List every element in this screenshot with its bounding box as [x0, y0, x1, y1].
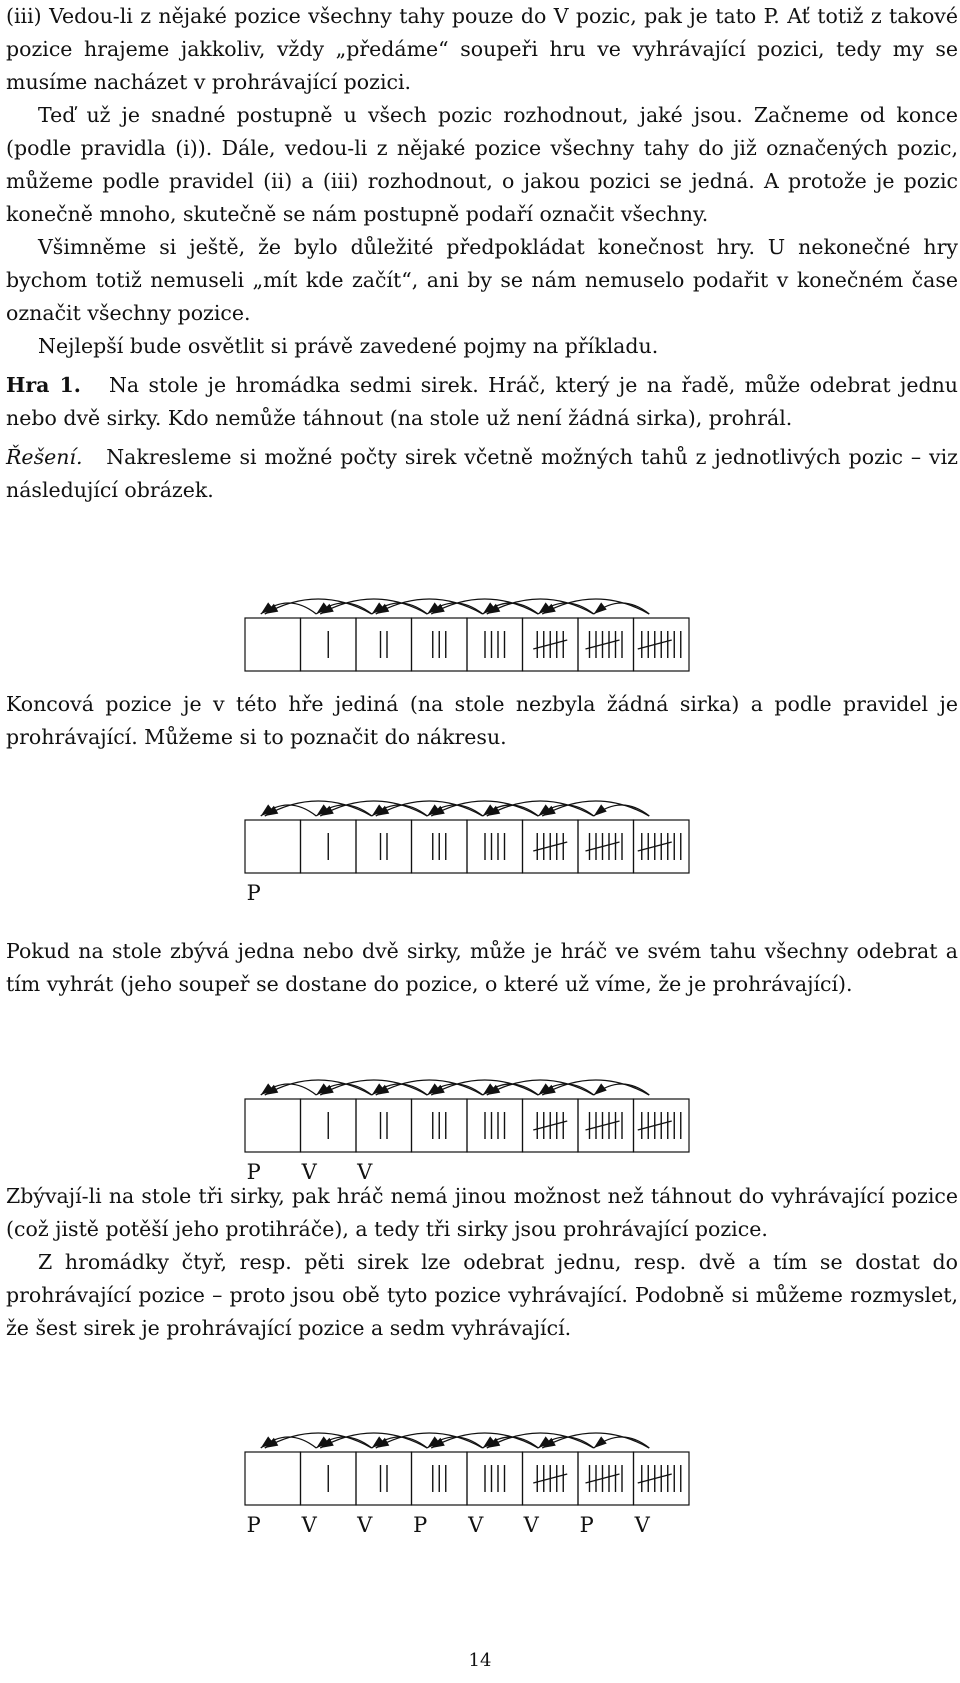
arrowhead — [594, 602, 607, 614]
pile-cell — [245, 618, 301, 671]
top-text — [6, 0, 958, 507]
pile-cell — [467, 1099, 523, 1152]
pile-cell — [467, 618, 523, 671]
one-two-matches-paragraph: Pokud na stole zbývá jedna nebo dvě sirky, může je hráč ve svém tahu všechny odebrat a tím vyhrát (jeho soupeř se dostane do pozice, o které už víme, že je prohrávající). — [6, 939, 958, 996]
position-label: V — [523, 1513, 539, 1536]
arrowhead — [594, 804, 607, 816]
figure-3 — [240, 1063, 720, 1183]
position-label: V — [357, 1513, 373, 1536]
position-label: P — [413, 1513, 428, 1536]
pile-cell — [467, 820, 523, 873]
match-diagram — [240, 1416, 720, 1536]
four-five-matches-paragraph: Z hromádky čtyř, resp. pěti sirek lze odebrat jednu, resp. dvě a tím se dostat do prohrávající pozice – proto jsou obě tyto pozice vyhrávající. Podobně si můžeme rozmyslet, že šest sirek je prohrávající pozice a sedm vyhrávající. — [6, 1250, 958, 1340]
game-label: Hra 1. — [6, 373, 81, 397]
position-label: P — [579, 1513, 594, 1536]
pile-cell — [356, 820, 412, 873]
pile-cell — [245, 1099, 301, 1152]
position-label: V — [301, 1160, 317, 1183]
pile-cell — [578, 1452, 634, 1505]
position-label: V — [357, 1160, 373, 1183]
arrowhead — [594, 1436, 607, 1448]
pile-cell — [245, 1452, 301, 1505]
solution-text: Nakresleme si možné počty sirek včetně možných tahů z jednotlivých pozic – viz následující obrázek. — [6, 445, 958, 502]
pile-cell — [356, 1099, 412, 1152]
pile-cell — [356, 1452, 412, 1505]
page-number: 14 — [468, 1650, 492, 1671]
pile-cell — [245, 820, 301, 873]
solution-label: Řešení. — [6, 445, 83, 469]
arrowhead — [594, 1083, 607, 1095]
finiteness-paragraph: Všimněme si ještě, že bylo důležité předpokládat konečnost hry. U nekonečné hry bychom totiž nemuseli „mít kde začít“, ani by se nám nemuselo podařit v konečném čase označit všechny pozice. — [6, 235, 958, 325]
terminal-position-paragraph: Koncová pozice je v této hře jediná (na stole nezbyla žádná sirka) a podle pravidel je prohrávající. Můžeme si to poznačit do nákresu. — [6, 692, 958, 749]
position-label: P — [246, 1160, 261, 1183]
labeling-paragraph: Teď už je snadné postupně u všech pozic rozhodnout, jaké jsou. Začneme od konce (podle pravidla (i)). Dále, vedou-li z nějaké pozice všechny tahy do již označených pozic, můžeme podle pravidel (ii) a (iii) rozhodnout, o jakou pozici se jedná. A protože je pozic konečně mnoho, skutečně se nám postupně podaří označit všechny. — [6, 103, 958, 226]
bottom-text — [6, 1180, 958, 1345]
game-paragraph — [6, 369, 958, 435]
position-label: P — [246, 1513, 261, 1536]
position-label: P — [246, 881, 261, 904]
game-text: Na stole je hromádka sedmi sirek. Hráč, který je na řadě, může odebrat jednu nebo dvě sirky. Kdo nemůže táhnout (na stole už není žádná sirka), prohrál. — [6, 373, 958, 430]
three-matches-paragraph: Zbývají-li na stole tři sirky, pak hráč nemá jinou možnost než táhnout do vyhrávající pozice (což jistě potěší jeho protihráče), a tedy tři sirky jsou prohrávající pozice. — [6, 1184, 958, 1241]
position-label: V — [468, 1513, 484, 1536]
solution-paragraph — [6, 441, 958, 507]
match-diagram — [240, 1063, 720, 1183]
rule-iii-paragraph: (iii) Vedou-li z nějaké pozice všechny tahy pouze do V pozic, pak je tato P. Ať totiž z takové pozice hrajeme jakkoliv, vždy „předáme“ soupeři hru ve vyhrávající pozici, tedy my se musíme nacházet v prohrávající pozici. — [6, 4, 958, 94]
position-label: V — [634, 1513, 650, 1536]
pile-cell — [578, 618, 634, 671]
pile-cell — [467, 1452, 523, 1505]
figure-2 — [240, 784, 720, 904]
example-intro-paragraph: Nejlepší bude osvětlit si právě zavedené pojmy na příkladu. — [38, 334, 659, 358]
match-diagram — [240, 582, 720, 702]
position-label: V — [301, 1513, 317, 1536]
pile-cell — [578, 1099, 634, 1152]
figure-4 — [240, 1416, 720, 1536]
figure-1 — [240, 582, 720, 702]
match-diagram — [240, 784, 720, 904]
pile-cell — [356, 618, 412, 671]
pile-cell — [578, 820, 634, 873]
